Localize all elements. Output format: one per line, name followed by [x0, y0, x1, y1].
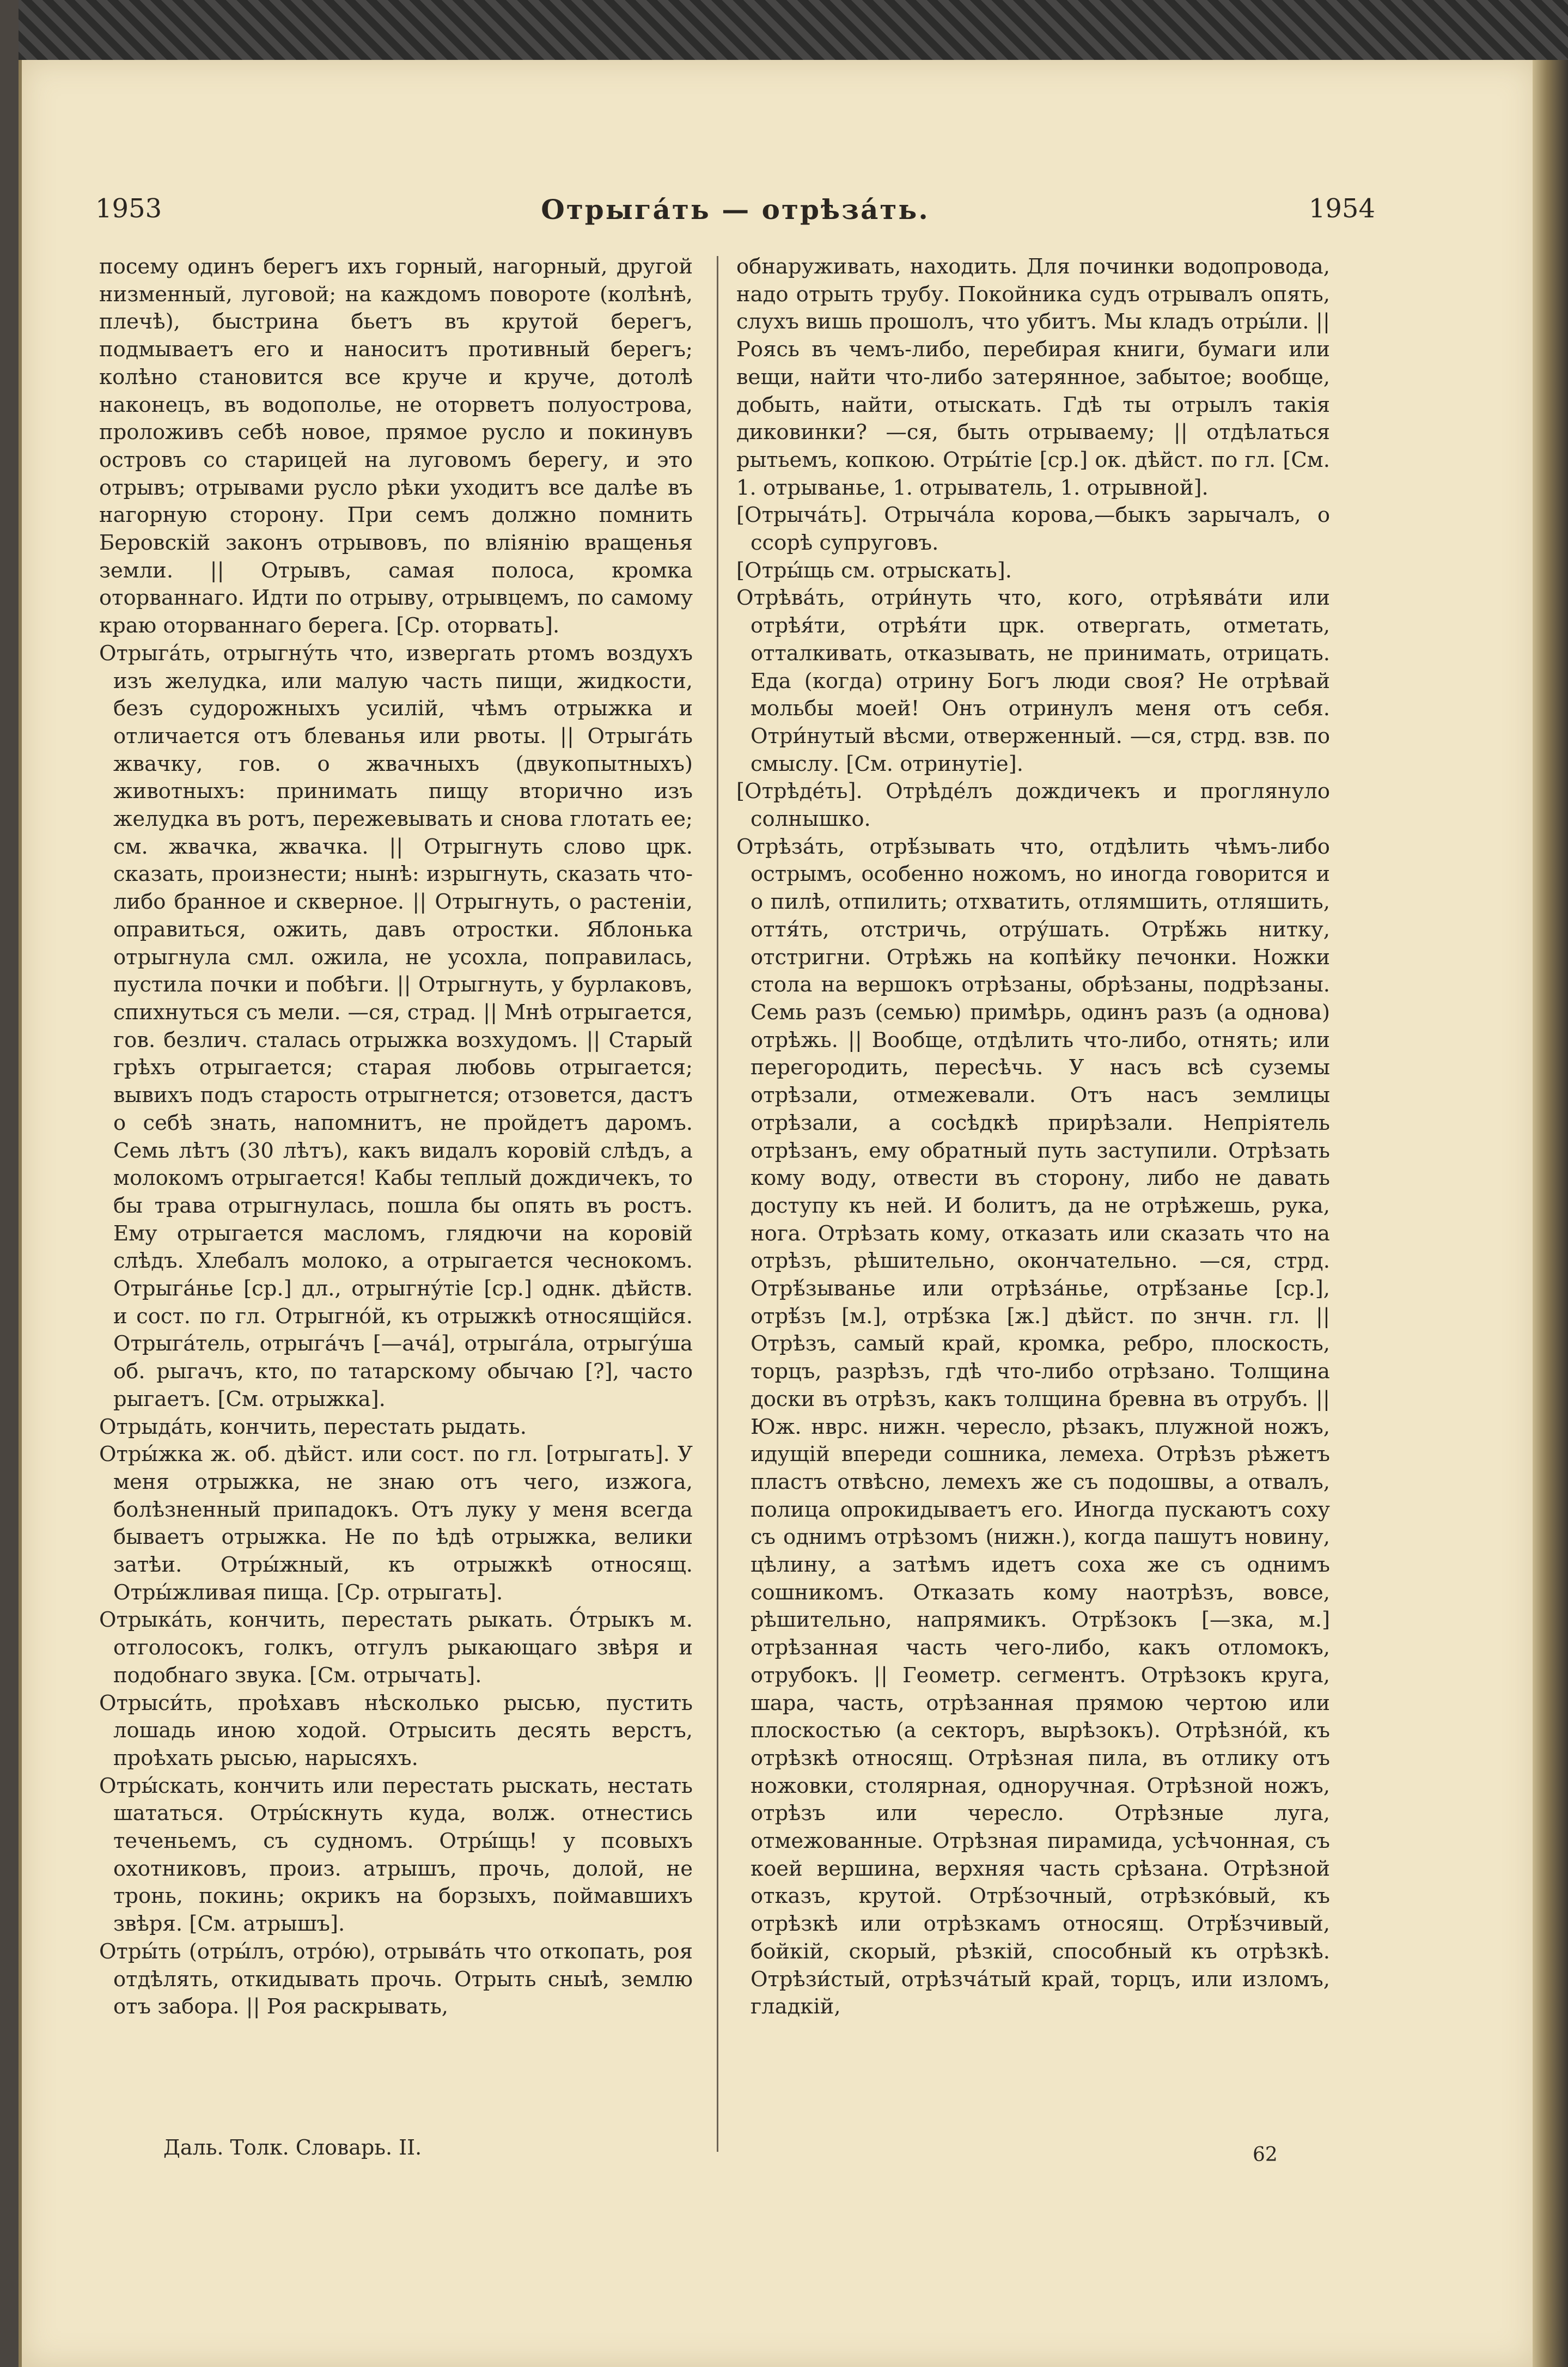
entry-otrygat: Отрыга́ть, отрыгну́ть что, извергать ртомъ воздухъ изъ желудка, или малую часть пищи, жидкости, безъ судорожныхъ усилій, чѣмъ отрыжка и отличается отъ блеванья или рвоты. || Отрыга́ть жвачку, гов. о жвачныхъ (двукопытныхъ) животныхъ: принимать пищу вторично изъ желудка въ ротъ, пережевывать и снова глотать ее; см. жвачка, жвачка. || Отрыгнуть слово црк. сказать, произнести; нынѣ: изрыгнуть, сказать что-либо бранное и скверное. || Отрыгнуть, о растеніи, оправиться, ожить, давъ отростки. Яблонька отрыгнула смл. ожила, не усохла, поправилась, пустила почки и побѣги. || Отрыгнуть, у бурлаковъ, спихнуться съ мели. —ся, страд. || Мнѣ отрыгается, гов. безлич. сталась отрыжка возхудомъ. || Старый грѣхъ отрыгается; старая любовь отрыгается; вывихъ подъ старость отрыгнется; отзовется, дастъ о себѣ знать, напомнитъ, не пройдетъ даромъ. Семь лѣтъ (30 лѣтъ), какъ видалъ коровій слѣдъ, а молокомъ отрыгается! Кабы теплый дождичекъ, то бы трава отрыгнулась, пошла бы опять въ ростъ. Ему отрыгается масломъ, глядючи на коровій слѣдъ. Хлебалъ молоко, а отрыгается чеснокомъ. Отрыга́нье [ср.] дл., отрыгну́тіе [ср.] однк. дѣйств. и сост. по гл. Отрыгно́й, къ отрыжкѣ относящійся. Отрыга́тель, отрыга́чъ [—ача́], отрыга́ла, отрыгу́ша об. рыгачъ, кто, по татарскому обычаю [?], часто рыгаетъ. [См. отрыжка]. [99, 641, 693, 1411]
entry-otredet: [Отрѣде́ть]. Отрѣде́лъ дождичекъ и проглянуло солнышко. [736, 779, 1330, 832]
page-number-left: 1953 [95, 193, 162, 224]
running-title: Отрыга́ть — отрѣза́ть. [541, 193, 930, 226]
page-edge-shadow [1533, 60, 1568, 2367]
binding-edge [0, 0, 19, 2367]
entry-otryzhka: Отры́жка ж. об. дѣйст. или сост. по гл. [отрыгать]. У меня отрыжка, не знаю отъ чего, изжога, болѣзненный припадокъ. Отъ луку у меня всегда бываетъ отрыжка. Не по ѣдѣ отрыжка, велики затѣи. Отры́жный, къ отрыжкѣ относящ. Отры́жливая пища. [Ср. отрыгать]. [99, 1442, 693, 1605]
sheet-number: 62 [1253, 2144, 1278, 2166]
page-header [95, 193, 1375, 232]
right-column [736, 253, 1330, 2021]
column-divider [717, 256, 718, 2152]
left-column [99, 253, 693, 2021]
entry-continuation: обнаруживать, находить. Для починки водопровода, надо отрыть трубу. Покойника судъ отрывалъ опять, слухъ вишь прошолъ, что убитъ. Мы кладъ отры́ли. || Роясь въ чемъ-либо, перебирая книги, бумаги или вещи, найти что-либо затерянное, забытое; вообще, добыть, найти, отыскать. Гдѣ ты отрылъ такія диковинки? —ся, быть отрываему; || отдѣлаться рытьемъ, копкою. Отры́тіе [ср.] ок. дѣйст. по гл. [См. 1. отрыванье, 1. отрыватель, 1. отрывной]. [736, 254, 1330, 500]
entry-otryskat: Отры́скать, кончить или перестать рыскать, нестать шататься. Отры́скнуть куда, волж. отнестись теченьемъ, съ судномъ. Отры́щь! у псовыхъ охотниковъ, произ. атрышъ, прочь, долой, не тронь, покинь; окрикъ на борзыхъ, поймавшихъ звѣря. [См. атрышъ]. [99, 1773, 693, 1937]
entry-otrychat: [Отрыча́ть]. Отрыча́ла корова,—быкъ зарычалъ, о ссорѣ супруговъ. [736, 503, 1330, 556]
scan-background [0, 0, 1568, 65]
entry-otrykat: Отрыка́ть, кончить, перестать рыкать. О́трыкъ м. отголосокъ, голкъ, отгулъ рыкающаго звѣря и подобнаго звука. [См. отрычать]. [99, 1608, 693, 1688]
entry-otrydat: Отрыда́ть, кончить, перестать рыдать. [99, 1414, 527, 1439]
entry-continuation: посему одинъ берегъ ихъ горный, нагорный, другой низменный, луговой; на каждомъ повороте (колѣнѣ, плечѣ), быстрина бьетъ въ крутой берегъ, подмываетъ его и наноситъ противный берегъ; колѣно становится все круче и круче, дотолѣ наконецъ, въ водополье, не оторветъ полуострова, проложивъ себѣ новое, прямое русло и покинувъ островъ со старицей на луговомъ берегу, и это отрывъ; отрывами русло рѣки уходитъ все далѣе въ нагорную сторону. При семъ должно помнить Беровскій законъ отрывовъ, по вліянію вращенья земли. || Отрывъ, самая полоса, кромка оторваннаго. Идти по отрыву, отрывцемъ, по самому краю оторваннаго берега. [Ср. оторвать]. [99, 254, 693, 638]
page-number-right: 1954 [1308, 193, 1375, 224]
entry-otryt: Отры́ть (отры́лъ, отро́ю), отрыва́ть что откопать, роя отдѣлять, откидывать прочь. Отрыть сныѣ, землю отъ забора. || Роя раскрывать, [99, 1939, 693, 2019]
footer-signature: Даль. Толк. Словарь. II. [163, 2135, 422, 2159]
entry-otryshch: [Отры́щь см. отрыскать]. [736, 558, 1012, 583]
entry-otrevat: Отрѣва́ть, отри́нуть что, кого, отрѣява́ти или отрѣя́ти, отрѣя́ти црк. отвергать, отметать, отталкивать, отказывать, не принимать, отрицать. Еда (когда) отрину Богъ люди своя? Не отрѣвай мольбы моей! Онъ отринулъ меня отъ себя. Отри́нутый вѣсми, отверженный. —ся, стрд. взв. по смыслу. [См. отринутіе]. [736, 586, 1330, 776]
entry-otrezat: Отрѣза́ть, отрѣ́зывать что, отдѣлить чѣмъ-либо острымъ, особенно ножомъ, но иногда говорится и о пилѣ, отпилить; отхватить, отлямшить, отляшить, оття́ть, отстричь, отру́шать. Отрѣ́жь нитку, отстригни. Отрѣжь на копѣйку печонки. Ножки стола на вершокъ отрѣзаны, обрѣзаны, подрѣзаны. Семь разъ (семью) примѣрь, одинъ разъ (а однова) отрѣжь. || Вообще, отдѣлить что-либо, отнять; или перегородить, пересѣчь. У насъ всѣ суземы отрѣзали, отмежевали. Отъ насъ землицы отрѣзали, а сосѣдкѣ прирѣзали. Непріятель отрѣзанъ, ему обратный путь заступили. Отрѣзать кому воду, отвести въ сторону, либо не давать доступу къ ней. И болитъ, да не отрѣжешь, рука, нога. Отрѣзать кому, отказать или сказать что на отрѣзъ, рѣшительно, окончательно. —ся, стрд. Отрѣ́зыванье или отрѣза́нье, отрѣ́занье [ср.], отрѣ́зъ [м.], отрѣ́зка [ж.] дѣйст. по знчн. гл. || Отрѣзъ, самый край, кромка, ребро, плоскость, торцъ, разрѣзъ, гдѣ что-либо отрѣзано. Толщина доски въ отрѣзъ, какъ толщина бревна въ отрубъ. || Юж. нврс. нижн. чересло, рѣзакъ, плужной ножъ, идущій впереди сошника, лемеха. Отрѣзъ рѣжетъ пластъ отвѣсно, лемехъ же съ подошвы, а отвалъ, полица опрокидываетъ его. Иногда пускаютъ соху съ однимъ отрѣзомъ (нижн.), когда пашутъ новину, цѣлину, а затѣмъ идетъ соха же съ однимъ сошникомъ. Отказать кому наотрѣзъ, вовсе, рѣшительно, напрямикъ. Отрѣ́зокъ [—зка, м.] отрѣзанная часть чего-либо, какъ отломокъ, отрубокъ. || Геометр. сегментъ. Отрѣзокъ круга, шара, часть, отрѣзанная прямою чертою или плоскостью (а секторъ, вырѣзокъ). Отрѣзно́й, къ отрѣзкѣ относящ. Отрѣзная пила, въ отлику отъ ножовки, столярная, одноручная. Отрѣзной ножъ, отрѣзъ или чересло. Отрѣзные луга, отмежованные. Отрѣзная пирамида, усѣчонная, съ коей вершина, верхняя часть срѣзана. Отрѣзной отказъ, крутой. Отрѣ́зочный, отрѣзко́вый, къ отрѣзкѣ или отрѣзкамъ относящ. Отрѣ́зчивый, бойкій, скорый, рѣзкій, способный къ отрѣзкѣ. Отрѣзи́стый, отрѣзча́тый край, торцъ, или изломъ, гладкій, [736, 834, 1330, 2019]
entry-otrysit: Отрыси́ть, проѣхавъ нѣсколько рысью, пустить лошадь иною ходой. Отрысить десять верстъ, проѣхать рысью, нарысяхъ. [99, 1690, 693, 1770]
